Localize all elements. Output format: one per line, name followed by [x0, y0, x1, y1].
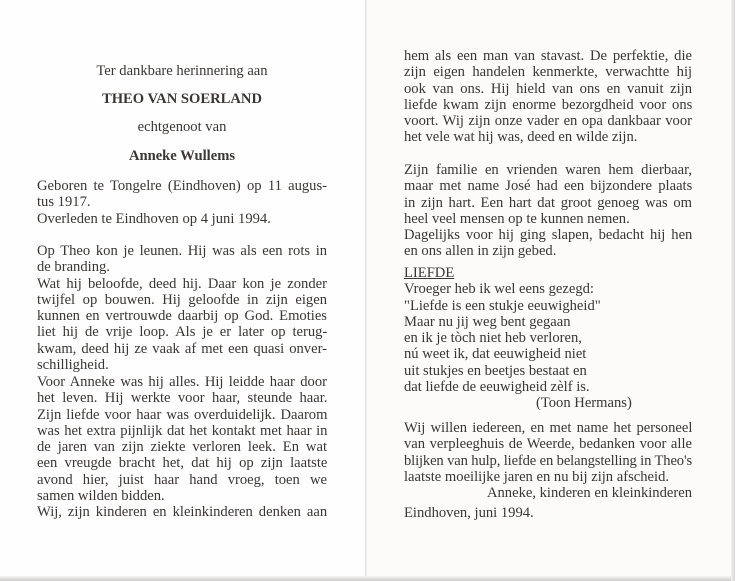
poem-line: Maar nu jij weg bent gegaan	[404, 313, 571, 330]
paragraph-anneke	[37, 374, 327, 504]
text-line: van verpleeghuis de Weerde, bedanken voor alle	[404, 436, 692, 453]
text-line: het vele wat hij was, deed en wilde zijn.	[404, 129, 638, 146]
birth-line: Geboren te Tongelre (Eindhoven) op 11 augus-	[37, 178, 327, 194]
paragraph-children	[37, 504, 327, 520]
text-line: zijn eigen handelen kenmerkte, verwachtte hij	[404, 64, 693, 81]
poem-line: "Liefde is een stukje eeuwigheid"	[404, 297, 601, 314]
signature: Anneke, kinderen en kleinkinderen	[486, 485, 692, 502]
text-line: en ons allen in zijn gebed.	[404, 243, 557, 260]
poem-title: LIEFDE	[404, 265, 455, 281]
text-line: de branding.	[37, 259, 110, 276]
text-line: liet hij de vrije loop. Als je er later op terug-	[37, 324, 328, 341]
paragraph-family	[404, 162, 692, 260]
text-line: de jaren van zijn ziekte verloren leek. En wat	[37, 439, 327, 456]
paragraph-stavast	[404, 48, 692, 146]
text-line: laatste moeilijke jaren en nu bij zijn afscheid.	[404, 468, 670, 485]
poem-line: en ik je tòch niet heb verloren,	[404, 330, 582, 347]
text-line: voort. Wij zijn onze vader en opa dankbaar voor	[404, 113, 692, 130]
text-line: in zijn hart. Een hart dat groot genoeg was om	[404, 194, 692, 211]
spouse-name: Anneke Wullems	[128, 148, 236, 164]
fold-line	[365, 0, 367, 578]
text-line: Voor Anneke was hij alles. Hij leidde haar door	[37, 374, 327, 390]
poem-line: Vroeger heb ik wel eens gezegd:	[404, 281, 594, 298]
intro-line: Ter dankbare herinnering aan	[96, 63, 268, 79]
text-line: liefde kwam zijn enorme bezorgdheid voor ons	[404, 96, 693, 113]
text-line: blijken van hulp, liefde en belangstelling in Theo's	[404, 452, 692, 469]
text-line: Zijn liefde voor haar was overduidelijk. Daarom	[37, 406, 328, 423]
text-line: was het extra pijnlijk dat het kontakt met haar in	[37, 422, 328, 439]
death-line: Overleden te Eindhoven op 4 juni 1994.	[37, 210, 271, 227]
text-line: schilligheid.	[37, 357, 109, 374]
card-bottom-edge	[0, 576, 735, 581]
text-line: Wij willen iedereen, en met name het personeel	[404, 420, 693, 436]
paragraph-character	[37, 243, 327, 373]
card-right-edge	[731, 0, 735, 581]
text-line: maar met name José had een bijzondere plaats	[404, 178, 693, 195]
poem-line: nú weet ik, dat eeuwigheid niet	[404, 346, 587, 363]
text-line: Wij, zijn kinderen en kleinkinderen denken aan	[37, 504, 328, 520]
text-line: Zijn familie en vrienden waren hem dierbaar,	[404, 162, 693, 178]
text-line: het leven. Hij werkte voor haar, steunde haar.	[37, 390, 328, 407]
text-line: een vreugde bracht het, dat hij op zijn laatste	[37, 455, 328, 472]
text-line: Dagelijks voor hij ging slapen, bedacht hij hen	[404, 227, 693, 244]
deceased-name: THEO VAN SOERLAND	[101, 91, 263, 107]
text-line: kwam, deed hij ze vaak af met een quasi onver-	[37, 340, 327, 357]
poem-line: dat liefde de eeuwigheid zèlf is.	[404, 379, 590, 396]
text-line: kunnen en vertrouwde daarbij op God. Emoties	[37, 308, 327, 325]
text-line: twijfel op bouwen. Hij geloofde in zijn eigen	[37, 291, 327, 308]
text-line: heel veel mensen op te kunnen nemen.	[404, 210, 630, 227]
text-line: samen wilden bidden.	[37, 488, 165, 505]
poem	[404, 265, 692, 412]
text-line: Wat hij beloofde, deed hij. Daar kon je zonder	[37, 275, 327, 292]
text-line: avond hier, juist haar hand vroeg, toen we	[37, 471, 327, 488]
spouse-label: echtgenoot van	[137, 119, 227, 135]
text-line: hem als een man van stavast. De perfektie, die	[404, 48, 692, 64]
poem-author: (Toon Hermans)	[536, 395, 632, 412]
birth-info	[37, 178, 327, 227]
poem-line: uit stukjes en beetjes bestaat en	[404, 362, 587, 379]
paragraph-thanks	[404, 420, 692, 501]
birth-line: tus 1917.	[37, 194, 91, 211]
text-line: Op Theo kon je leunen. Hij was als een rots in	[37, 243, 328, 259]
text-line: ook van ons. Hij hield van ons en vanuit zijn	[404, 80, 693, 97]
place-date: Eindhoven, juni 1994.	[404, 505, 534, 521]
